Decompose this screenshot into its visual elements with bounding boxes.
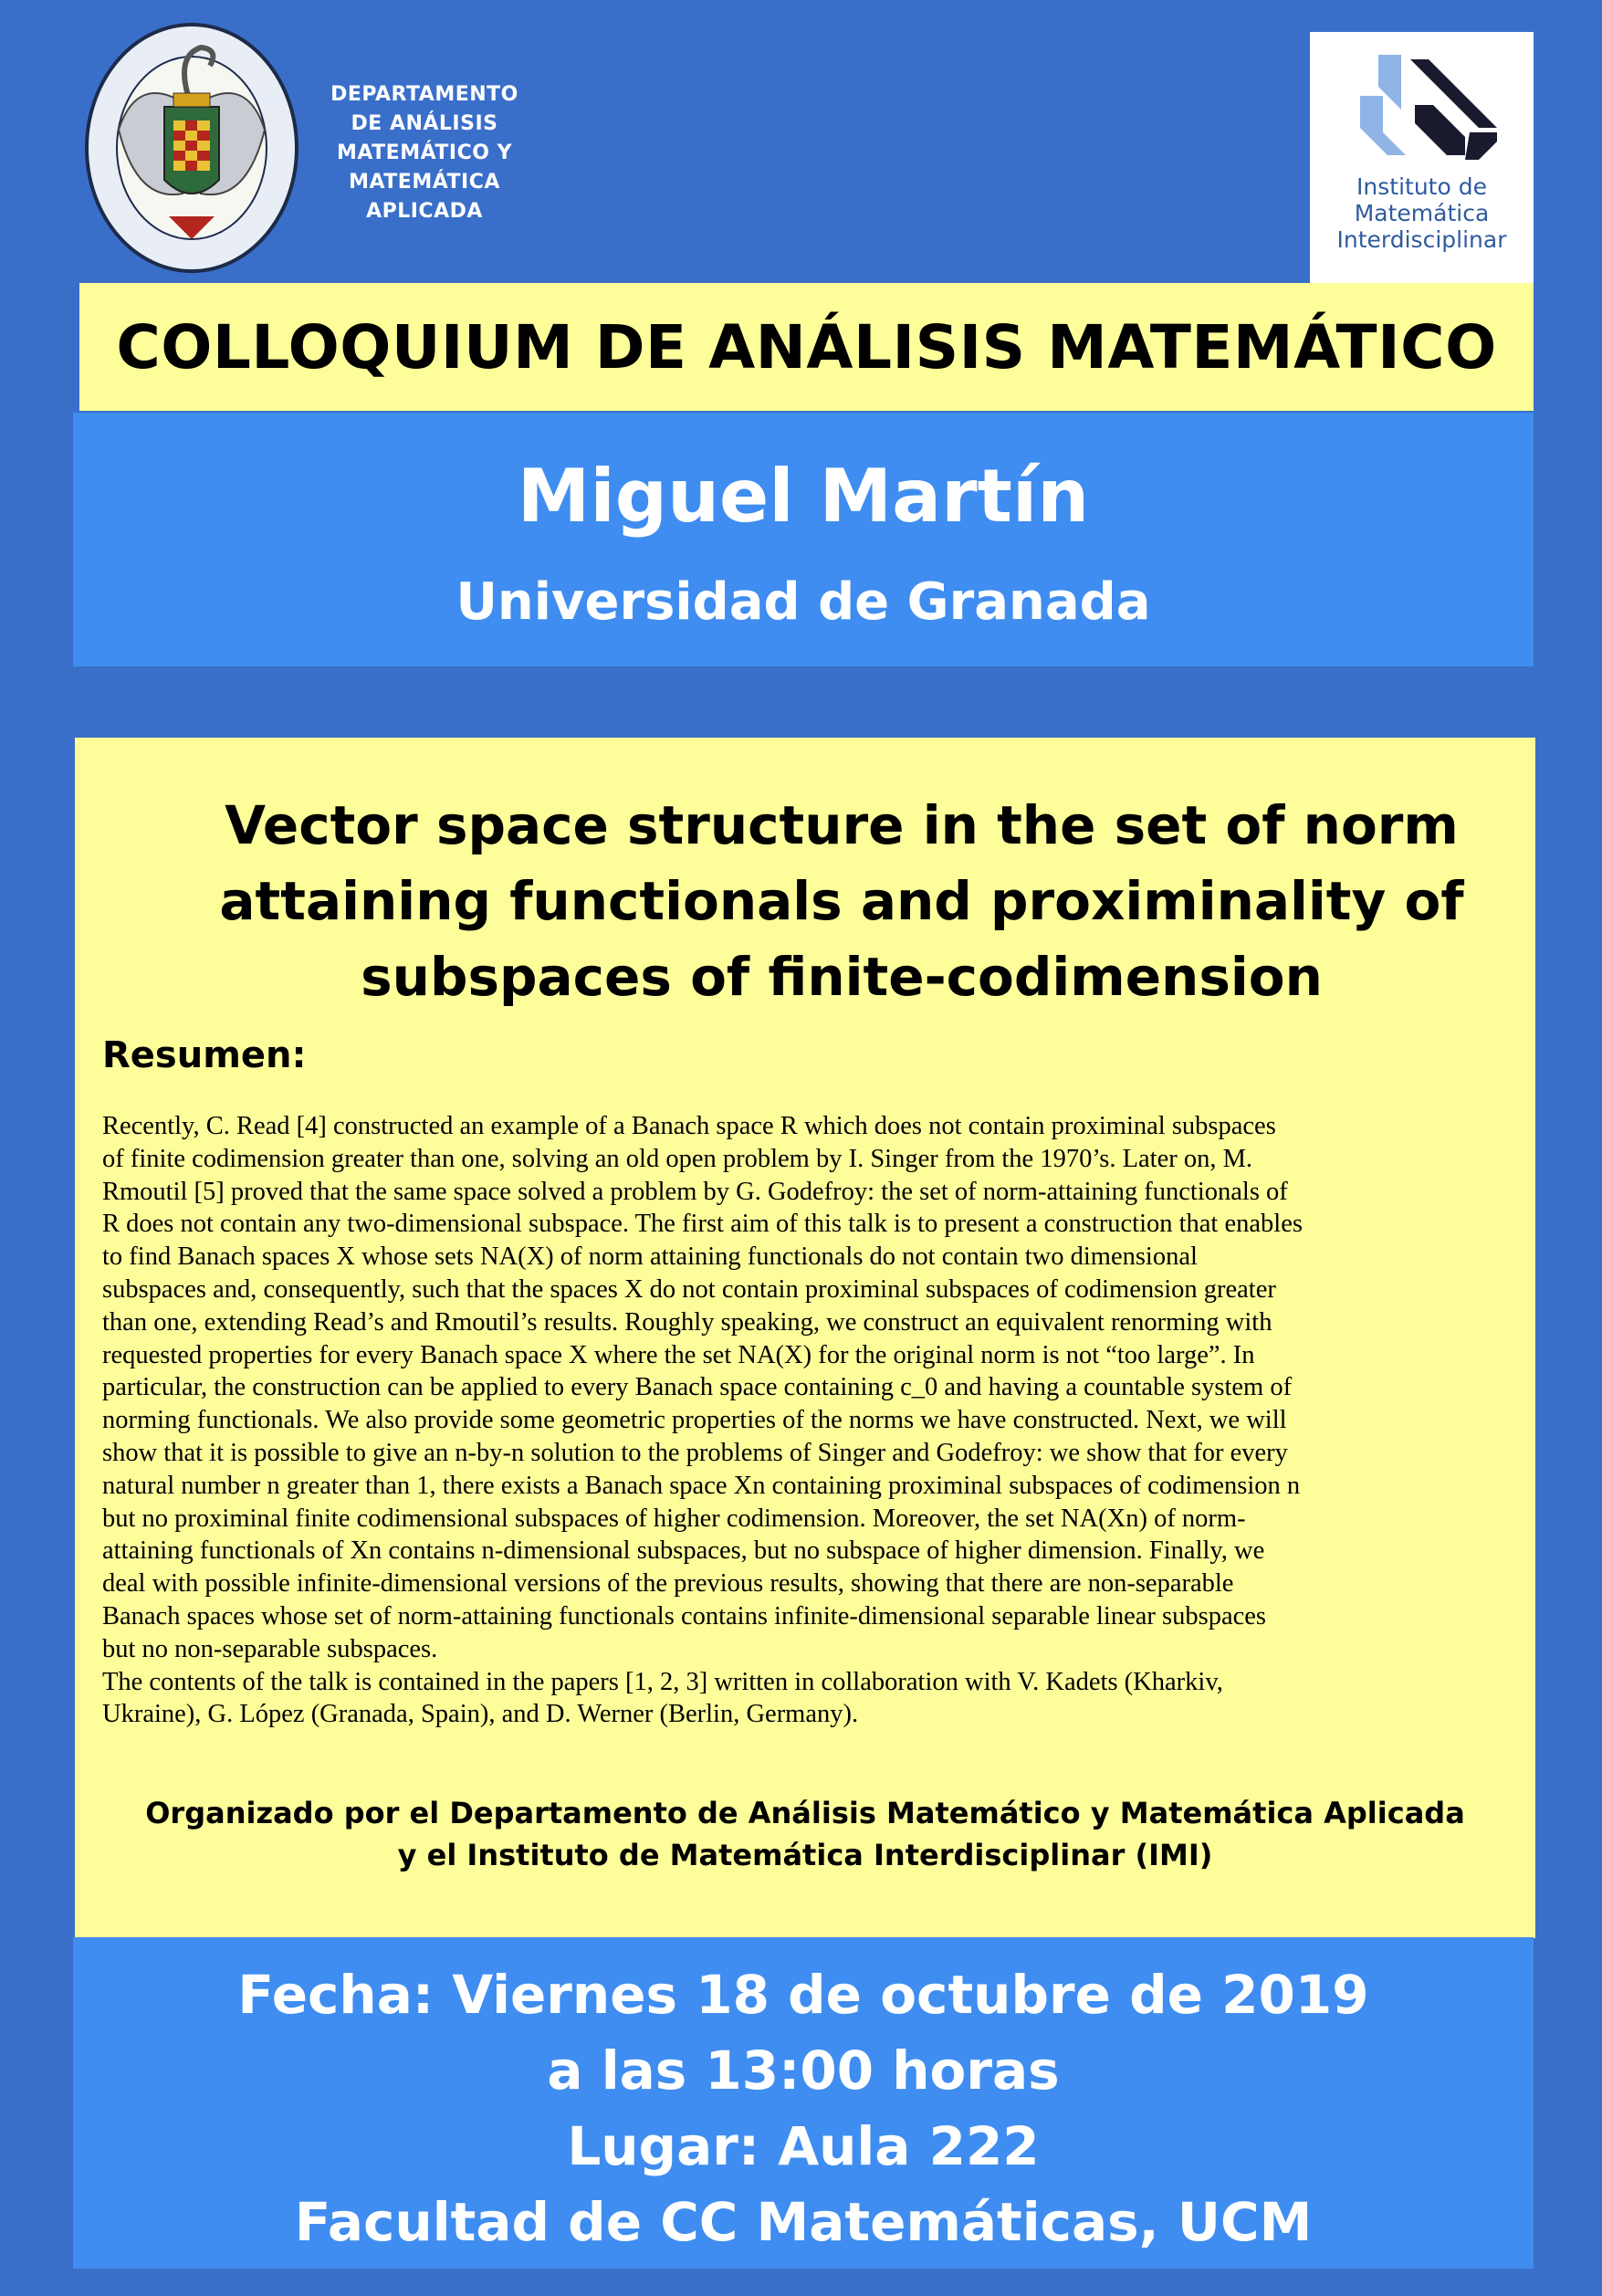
department-line: APLICADA: [366, 200, 483, 223]
talk-title-line: subspaces of finite-codimension: [361, 946, 1323, 1008]
abstract-text: [102, 1110, 1517, 1731]
talk-title-line: Vector space structure in the set of norm: [225, 794, 1459, 856]
abstract-line: The contents of the talk is contained in the papers [1, 2, 3] written in collaboration with V. Kadets (Kharkiv,: [102, 1667, 1223, 1696]
abstract-line: norming functionals. We also provide some geometric properties of the norms we have constructed. Next, we will: [102, 1406, 1287, 1435]
colloquium-banner: [79, 283, 1534, 411]
colloquium-title: COLLOQUIUM DE ANÁLISIS MATEMÁTICO: [116, 311, 1497, 383]
speaker-affiliation: Universidad de Granada: [455, 572, 1151, 632]
event-details: [73, 1957, 1534, 2260]
department-line: DE ANÁLISIS: [351, 112, 498, 135]
abstract-line: to find Banach spaces X whose sets NA(X) of norm attaining functionals do not contain two dimensional: [102, 1242, 1198, 1272]
university-seal: [82, 20, 301, 276]
abstract-line: than one, extending Read’s and Rmoutil’s results. Roughly speaking, we construct an equivalent renorming with: [102, 1307, 1272, 1337]
abstract-line: subspaces and, consequently, such that the spaces X do not contain proximinal subspaces of codimension greater: [102, 1274, 1276, 1304]
institute-name: [1310, 173, 1534, 253]
abstract-line: Rmoutil [5] proved that the same space solved a problem by G. Godefroy: the set of norm-attaining functionals of: [102, 1177, 1288, 1206]
talk-title: [194, 788, 1490, 1015]
event-date: Fecha: Viernes 18 de octubre de 2019: [237, 1964, 1369, 2026]
institute-line: Interdisciplinar: [1336, 226, 1507, 253]
abstract-line: Banach spaces whose set of norm-attaining functionals contains infinite-dimensional separable linear subspaces: [102, 1601, 1266, 1630]
abstract-line: Ukraine), G. López (Granada, Spain), and D. Werner (Berlin, Germany).: [102, 1700, 859, 1729]
abstract-line: Recently, C. Read [4] constructed an example of a Banach space R which does not contain proximinal subspaces: [102, 1112, 1276, 1140]
abstract-panel: [75, 738, 1535, 1938]
abstract-line: show that it is possible to give an n-by-n solution to the problems of Singer and Godefroy: we show that for every: [102, 1438, 1288, 1467]
abstract-heading: Resumen:: [102, 1034, 307, 1076]
abstract-line: but no proximinal finite codimensional subspaces of higher codimension. Moreover, the set NA(Xn) of norm-: [102, 1504, 1246, 1533]
department-name: [319, 80, 529, 226]
organizer-note: [75, 1792, 1535, 1876]
abstract-line: particular, the construction can be applied to every Banach space containing c_0 and having a countable system of: [102, 1373, 1293, 1402]
speaker-panel: [73, 413, 1534, 666]
event-time: a las 13:00 horas: [547, 2039, 1060, 2102]
institute-line: Matemática: [1354, 200, 1490, 226]
event-details-panel: [73, 1937, 1534, 2269]
institute-line: Instituto de: [1356, 173, 1487, 200]
event-room: Lugar: Aula 222: [567, 2115, 1040, 2177]
abstract-line: of finite codimension greater than one, solving an old open problem by I. Singer from the 1970’s. Later on, M.: [102, 1144, 1253, 1173]
university-seal-icon: [82, 20, 301, 276]
abstract-line: natural number n greater than 1, there exists a Banach space Xn containing proximinal subspaces of codimension n: [102, 1471, 1301, 1500]
organizer-line: y el Instituto de Matemática Interdisciplinar (IMI): [397, 1838, 1213, 1872]
institute-logo-box: [1310, 32, 1534, 283]
department-line: DEPARTAMENTO: [330, 83, 518, 106]
organizer-line: Organizado por el Departamento de Análisis Matemático y Matemática Aplicada: [145, 1796, 1465, 1830]
talk-title-line: attaining functionals and proximinality of: [219, 870, 1464, 932]
abstract-line: but no non-separable subspaces.: [102, 1634, 438, 1663]
abstract-line: deal with possible infinite-dimensional versions of the previous results, showing that there are non-separable: [102, 1569, 1234, 1599]
imi-logo-icon: [1360, 55, 1497, 164]
abstract-line: attaining functionals of Xn contains n-dimensional subspaces, but no subspace of higher dimension. Finally, we: [102, 1536, 1265, 1566]
abstract-line: R does not contain any two-dimensional subspace. The first aim of this talk is to present a construction that enables: [102, 1210, 1303, 1239]
department-line: MATEMÁTICO Y: [336, 142, 513, 164]
speaker-name: Miguel Martín: [517, 454, 1090, 539]
department-line: MATEMÁTICA: [349, 171, 500, 194]
event-venue: Facultad de CC Matemáticas, UCM: [294, 2191, 1313, 2253]
abstract-line: requested properties for every Banach space X where the set NA(X) for the original norm is not “too large”. In: [102, 1340, 1255, 1369]
